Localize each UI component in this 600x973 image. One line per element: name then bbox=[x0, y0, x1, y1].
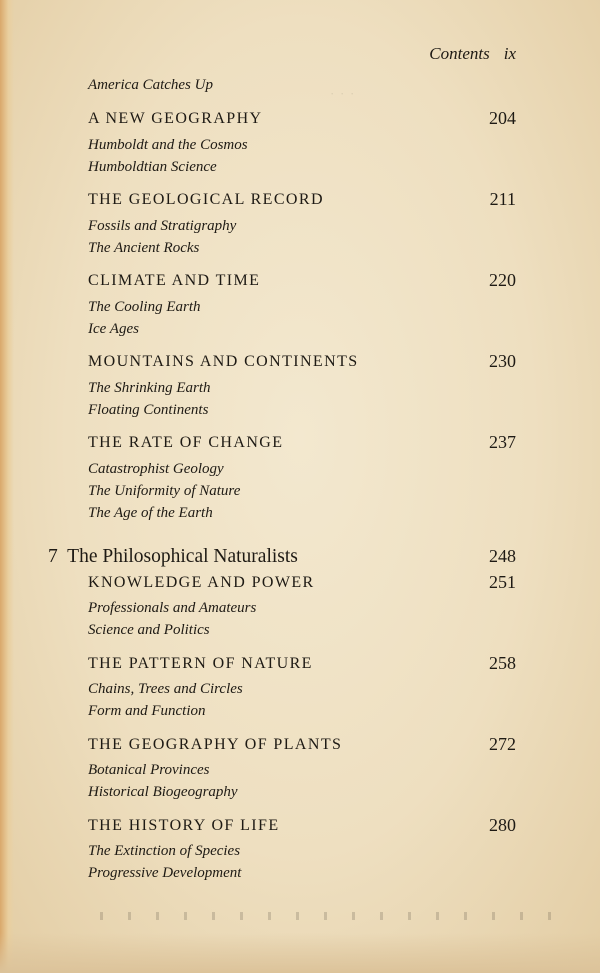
toc-section bbox=[88, 353, 516, 423]
subsection: Form and Function bbox=[88, 703, 206, 719]
subsection: The Shrinking Earth bbox=[88, 380, 211, 396]
section-title: THE GEOGRAPHY OF PLANTS bbox=[88, 736, 343, 753]
chapter-name: The Philosophical Naturalists bbox=[67, 546, 298, 567]
bleed-through-dots bbox=[100, 912, 560, 920]
subsection: Catastrophist Geology bbox=[88, 461, 224, 477]
section-page: 204 bbox=[489, 108, 516, 128]
bleed-through-text: · · · bbox=[330, 86, 356, 101]
section-title: THE PATTERN OF NATURE bbox=[88, 655, 313, 672]
chapter-heading bbox=[48, 546, 516, 572]
chapter-title bbox=[48, 546, 298, 568]
subsection: Chains, Trees and Circles bbox=[88, 681, 243, 697]
section-title: CLIMATE AND TIME bbox=[88, 272, 261, 289]
subsection: The Age of the Earth bbox=[88, 505, 213, 521]
section-page: 237 bbox=[489, 432, 516, 452]
section-title: MOUNTAINS AND CONTINENTS bbox=[88, 353, 359, 370]
subsection: Floating Continents bbox=[88, 402, 209, 418]
subsection: Humboldt and the Cosmos bbox=[88, 137, 248, 153]
section-page: 220 bbox=[489, 270, 516, 290]
toc-section bbox=[88, 191, 516, 261]
header-page-number: ix bbox=[503, 44, 516, 63]
subsection: Fossils and Stratigraphy bbox=[88, 218, 237, 234]
subsection: Progressive Development bbox=[88, 865, 242, 881]
chapter-page: 248 bbox=[489, 546, 516, 566]
subsection: Botanical Provinces bbox=[88, 762, 210, 778]
chapter-number: 7 bbox=[48, 546, 58, 567]
subsection: The Extinction of Species bbox=[88, 843, 241, 859]
subsection: Science and Politics bbox=[88, 622, 210, 638]
subsection: The Uniformity of Nature bbox=[88, 483, 241, 499]
section-page: 211 bbox=[489, 189, 516, 209]
section-page: 230 bbox=[489, 351, 516, 371]
toc-section bbox=[88, 110, 516, 180]
section-page: 258 bbox=[489, 653, 516, 673]
toc-section bbox=[88, 434, 516, 526]
section-title: THE RATE OF CHANGE bbox=[88, 434, 284, 451]
section-page: 280 bbox=[489, 815, 516, 835]
toc-section bbox=[88, 736, 516, 806]
subsection: Professionals and Amateurs bbox=[88, 600, 257, 616]
section-title: THE HISTORY OF LIFE bbox=[88, 817, 280, 834]
section-page: 272 bbox=[489, 734, 516, 754]
section-title: KNOWLEDGE AND POWER bbox=[88, 574, 315, 591]
section-page: 251 bbox=[489, 572, 516, 592]
subsection: Historical Biogeography bbox=[88, 784, 238, 800]
toc-section bbox=[88, 574, 516, 644]
top-subsection: America Catches Up bbox=[88, 77, 213, 93]
subsection: The Cooling Earth bbox=[88, 299, 201, 315]
subsection: Humboldtian Science bbox=[88, 159, 217, 175]
subsection: Ice Ages bbox=[88, 321, 139, 337]
toc-section bbox=[88, 655, 516, 725]
toc-section bbox=[88, 817, 516, 887]
toc-section bbox=[88, 272, 516, 342]
section-title: THE GEOLOGICAL RECORD bbox=[88, 191, 324, 208]
subsection: The Ancient Rocks bbox=[88, 240, 200, 256]
running-header bbox=[429, 44, 516, 64]
header-label: Contents bbox=[429, 44, 490, 63]
section-title: A NEW GEOGRAPHY bbox=[88, 110, 263, 127]
